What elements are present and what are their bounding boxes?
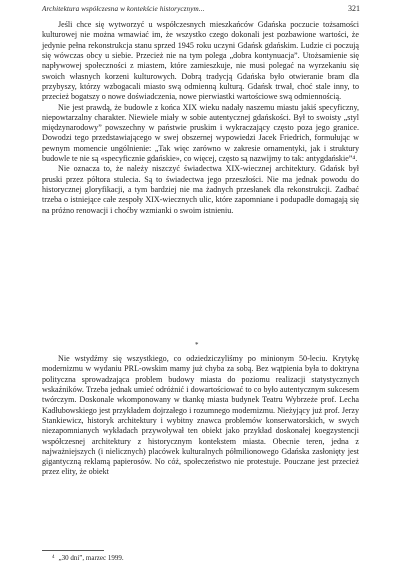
footnote-marker: 4 <box>52 555 55 560</box>
section-separator: * <box>195 341 199 349</box>
page-number: 321 <box>348 4 360 13</box>
footnote <box>52 553 124 563</box>
paragraph: Nie jest prawdą, że budowle z końca XIX wieku nadały naszemu miastu jakiś specyficzny, niepowtarzalny charakter. Niewiele miały w sobie autentycznej gdańskości. Był to swoisty „styl międzynarodowy” powszechny w państwie pruskim i wykraczający często poza jego granice. Dowodzi tego przedstawiającego w swej obszernej wypowiedzi Jacek Friedrich, formułując w pewnym momencie ungólnienie: „Tak więc zarówno w zakresie ornamentyki, jak i struktury budowle te nie są «specyficznie gdańskie», co więcej, często są nazwijmy to tak: antygdańskie”⁴. <box>42 102 359 164</box>
footnote-rule <box>42 550 104 551</box>
paragraph: Jeśli chce się wytworzyć u współczesnych mieszkańców Gdańska poczucie tożsamości kulturowej nie można wmawiać im, że wszystko czego dokonali jest pozbawione wartości, że jedynie pełna rekonstrukcja stanu sprzed 1945 roku uczyni Gdańsk gdańskim. Ludzie ci poczują się wówczas obcy u siebie. Przecież nie na tym polega „dobra kontynuacja”. Utożsamienie się napływowej społeczności z miastem, które zamieszkuje, nie musi polegać na wyrzekaniu się swoich własnych korzeni kulturowych. Dobrą tradycją Gdańska było otwieranie bram dla przybyszy, którzy wzbogacali miasto swą odmienną kulturą. Gdańsk trwał, choć stale inny, to przecież bogatszy o nowe doświadczenia, nowe pierwiastki wartościowe swą odmiennością. <box>42 20 359 102</box>
paragraph: Nie oznacza to, że należy niszczyć świadectwa XIX-wiecznej architektury. Gdańsk był pruski przez półtora stulecia. Są to świadectwa jego przeszłości. Nie ma jednak powodu do historycznej gloryfikacji, a tym bardziej nie ma żadnych przesłanek dla rekonstrukcji. Zadbać trzeba o istniejące całe zespoły XIX-wiecznych ulic, które zapomniane i podupadłe domagają się na próżno renowacji i choćby wzmianki o swoim istnieniu. <box>42 164 359 215</box>
paragraph: Nie wstydźmy się wszystkiego, co odziedziczyliśmy po minionym 50-leciu. Krytykę modernizmu w wydaniu PRL-owskim mamy już chyba za sobą. Bez wątpienia była to doktryna polityczna sprowadzająca problem budowy miasta do poziomu realizacji statystycznych wskaźników. Trzeba jednak umieć odróżnić i dowartościować to co było autentycznym sukcesem twórczym. Doskonale wkomponowany w tkankę miasta budynek Teatru Wybrzeże prof. Lecha Kadłubowskiego jest przykładem dojrzałego i rozumnego modernizmu. Nieżyjący już prof. Jerzy Stankiewicz, historyk architektury i wybitny znawca problemów konserwatorskich, w swych niezapomnianych wykładach przywoływał ten obiekt jako przykład doskonałej koegzystencji współczesnej architektury z historycznym kontekstem miasta. Obecnie teren, jedna z najważniejszych (i nielicznych) placówek kulturalnych półmilionowego Gdańska zasłonięty jest gigantyczną reklamą papierosów. No cóż, społeczeństwo nie protestuje. Pouczane jest przecież przez elity, że obiekt <box>42 354 359 477</box>
body-text-section-2 <box>42 354 359 478</box>
running-head: Architektura współczesna w kontekście historycznym... <box>42 5 205 13</box>
body-text-section-1 <box>42 20 359 216</box>
footnote-text: „30 dni”, marzec 1999. <box>58 554 124 562</box>
